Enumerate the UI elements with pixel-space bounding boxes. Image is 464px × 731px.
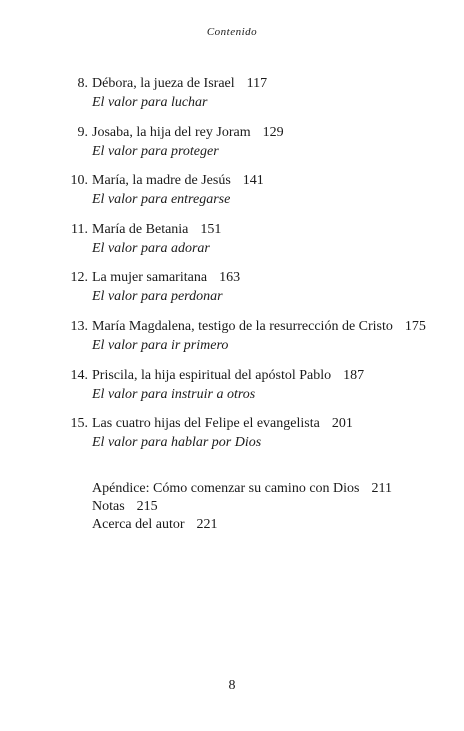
entry-page: 175 xyxy=(404,318,426,334)
table-of-contents xyxy=(0,75,464,464)
entry-subtitle: El valor para entregarse xyxy=(92,192,231,208)
toc-entry-14 xyxy=(0,367,464,416)
entry-number: 12. xyxy=(70,270,88,286)
entry-title: María Magdalena, testigo de la resurrección de Cristo xyxy=(92,318,393,334)
backmatter-about-author xyxy=(92,516,392,534)
entry-title: Josaba, la hija del rey Joram xyxy=(92,124,251,140)
entry-subtitle: El valor para adorar xyxy=(92,240,210,256)
entry-title: María, la madre de Jesús xyxy=(92,173,231,189)
backmatter-page: 215 xyxy=(136,499,158,514)
entry-title: Las cuatro hijas del Felipe el evangelista xyxy=(92,416,320,432)
toc-entry-12 xyxy=(0,269,464,318)
backmatter-title: Apéndice: Cómo comenzar su camino con Dios xyxy=(92,481,360,496)
entry-title-line xyxy=(92,318,426,336)
backmatter-appendix xyxy=(92,480,392,498)
toc-entry-11 xyxy=(0,221,464,270)
entry-number: 9. xyxy=(77,124,88,140)
backmatter-page: 211 xyxy=(371,481,392,496)
entry-title-line xyxy=(92,221,221,239)
toc-entry-10 xyxy=(0,172,464,221)
entry-subtitle: El valor para ir primero xyxy=(92,337,229,353)
entry-page: 201 xyxy=(331,416,353,432)
entry-subtitle: El valor para proteger xyxy=(92,143,219,159)
entry-subtitle: El valor para hablar por Dios xyxy=(92,435,262,451)
entry-title-line xyxy=(92,269,240,287)
entry-subtitle: El valor para instruir a otros xyxy=(92,386,256,402)
entry-title: María de Betania xyxy=(92,221,189,237)
entry-title-line xyxy=(92,124,284,142)
entry-page: 117 xyxy=(246,76,268,91)
entry-title-line xyxy=(92,172,264,190)
entry-title-line xyxy=(92,75,267,93)
entry-title: Débora, la jueza de Israel xyxy=(92,76,235,91)
entry-title-line xyxy=(92,367,364,385)
entry-page: 129 xyxy=(262,124,284,140)
running-head: Contenido xyxy=(206,26,258,38)
entry-number: 10. xyxy=(70,173,88,189)
entry-title: La mujer samaritana xyxy=(92,270,208,286)
backmatter-title: Notas xyxy=(92,499,125,514)
entry-number: 15. xyxy=(70,416,88,432)
entry-title-line xyxy=(92,415,353,433)
entry-title: Priscila, la hija espiritual del apóstol Pablo xyxy=(92,367,332,383)
toc-entry-13 xyxy=(0,318,464,367)
entry-subtitle: El valor para perdonar xyxy=(92,289,223,305)
back-matter xyxy=(92,480,392,534)
entry-number: 14. xyxy=(70,367,88,383)
entry-number: 8. xyxy=(77,76,88,91)
page-number: 8 xyxy=(228,678,236,693)
entry-number: 13. xyxy=(70,318,88,334)
entry-page: 151 xyxy=(200,221,222,237)
entry-page: 141 xyxy=(242,173,264,189)
backmatter-notes xyxy=(92,498,392,516)
toc-entry-8 xyxy=(0,75,464,124)
entry-number: 11. xyxy=(71,221,88,237)
backmatter-page: 221 xyxy=(196,517,218,532)
toc-entry-9 xyxy=(0,124,464,173)
entry-page: 163 xyxy=(219,270,241,286)
entry-page: 187 xyxy=(343,367,365,383)
toc-entry-15 xyxy=(0,415,464,464)
entry-subtitle: El valor para luchar xyxy=(92,95,208,110)
backmatter-title: Acerca del autor xyxy=(92,517,185,532)
